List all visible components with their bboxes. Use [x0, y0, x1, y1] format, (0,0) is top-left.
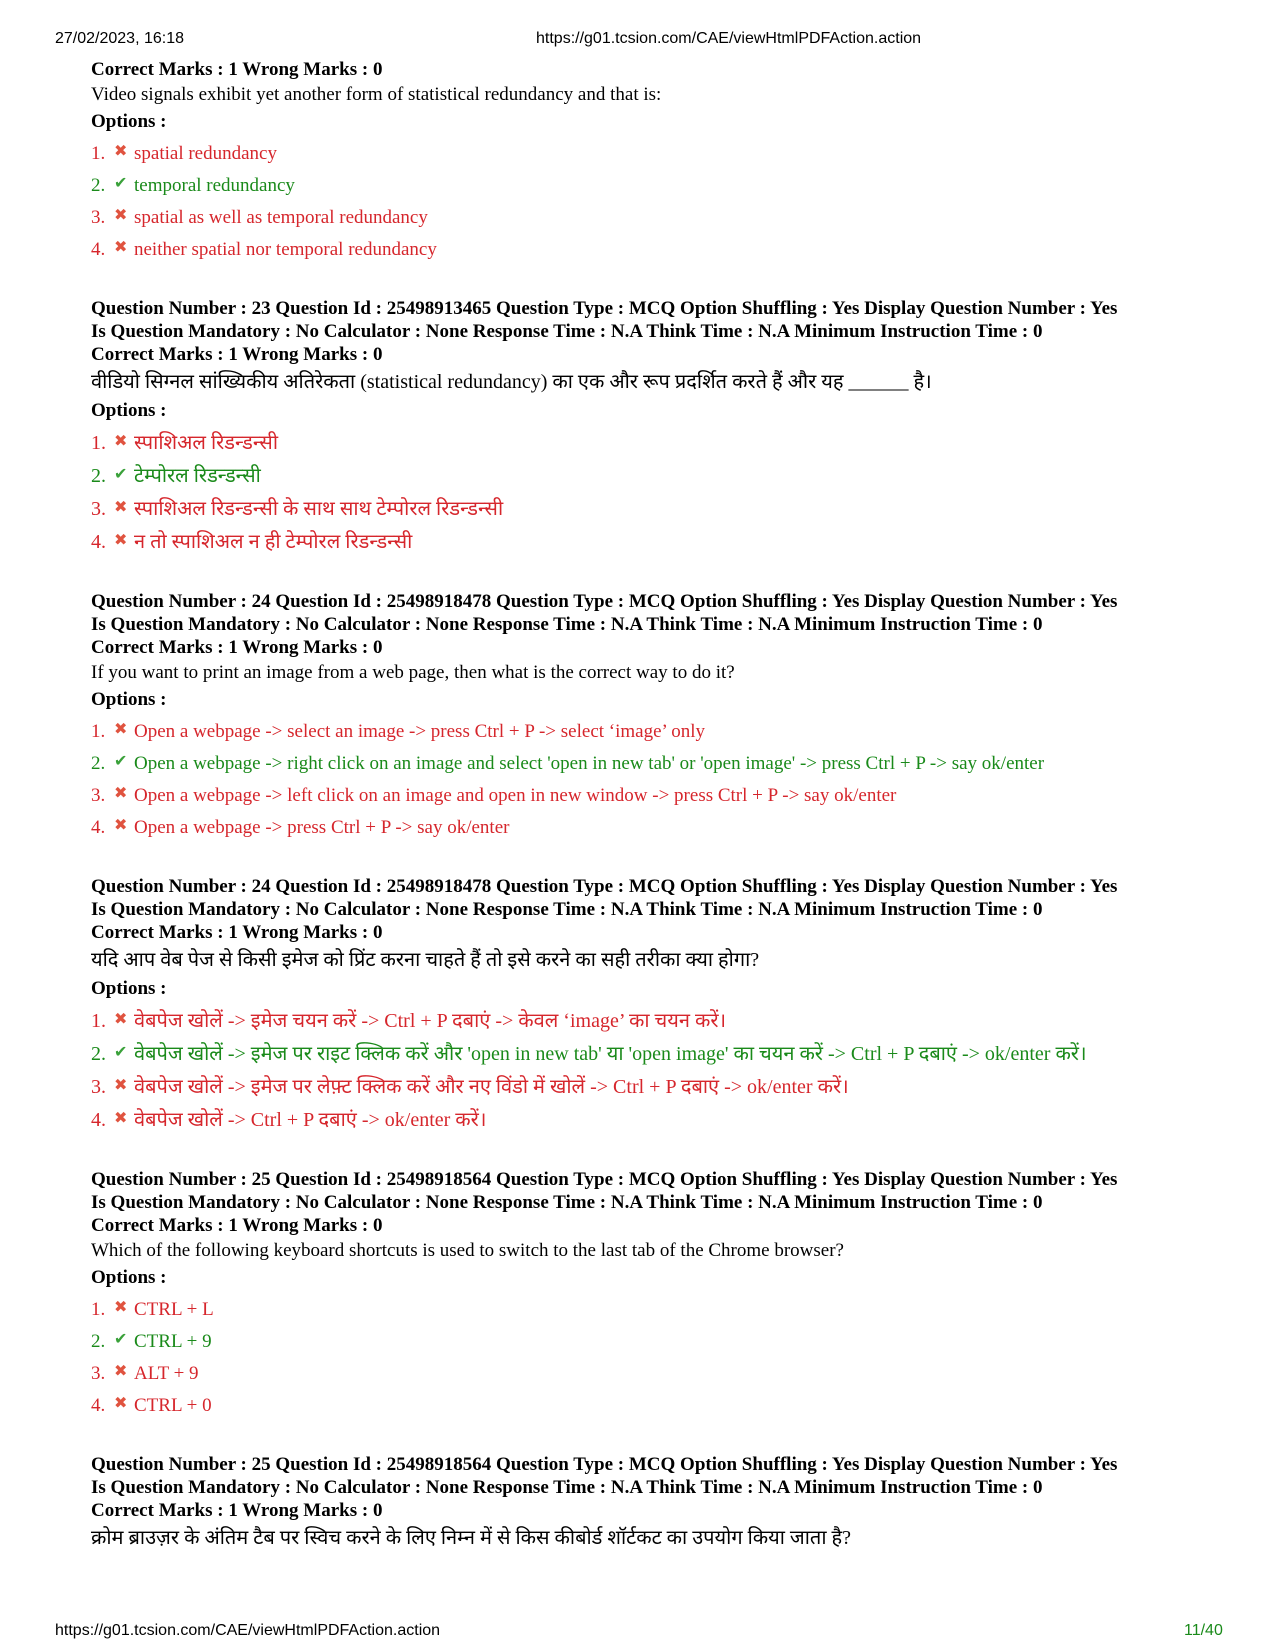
marks-line: Correct Marks : 1 Wrong Marks : 0 — [91, 1500, 383, 1521]
option-wrong — [91, 137, 1211, 169]
question-block — [91, 590, 1211, 843]
options-list — [91, 715, 1211, 843]
options-list — [91, 137, 1211, 265]
cross-icon: ✖ — [114, 499, 128, 516]
option-correct — [91, 459, 1211, 492]
option-text: spatial as well as temporal redundancy — [134, 207, 428, 228]
question-meta: Question Number : 24 Question Id : 25498918478 Question Type : MCQ Option Shuffling : Yes Display Question Number : Yes — [91, 591, 1118, 612]
option-text: वेबपेज खोलें -> Ctrl + P दबाएं -> ok/enter करें। — [134, 1109, 487, 1131]
question-meta: Question Number : 25 Question Id : 25498918564 Question Type : MCQ Option Shuffling : Yes Display Question Number : Yes — [91, 1169, 1118, 1190]
cross-icon: ✖ — [114, 817, 128, 834]
cross-icon: ✖ — [114, 1011, 128, 1028]
option-wrong — [91, 525, 1211, 558]
cross-icon: ✖ — [114, 143, 128, 160]
check-icon: ✔ — [114, 753, 128, 770]
question-stem: Video signals exhibit yet another form of statistical redundancy and that is: — [91, 84, 662, 105]
cross-icon: ✖ — [114, 1363, 128, 1380]
option-text: temporal redundancy — [134, 175, 295, 196]
option-number: 1. — [91, 143, 106, 164]
option-text: टेम्पोरल रिडन्डन्सी — [134, 465, 261, 487]
option-text: neither spatial nor temporal redundancy — [134, 239, 437, 260]
option-correct — [91, 747, 1211, 779]
option-number: 3. — [91, 207, 106, 228]
option-wrong — [91, 1103, 1211, 1136]
option-text: Open a webpage -> left click on an image and open in new window -> press Ctrl + P -> say ok/enter — [134, 785, 897, 806]
question-meta: Is Question Mandatory : No Calculator : None Response Time : N.A Think Time : N.A Minimum Instruction Time : 0 — [91, 321, 1043, 342]
question-block — [91, 875, 1211, 1136]
question-block — [91, 1453, 1211, 1554]
marks-line: Correct Marks : 1 Wrong Marks : 0 — [91, 922, 383, 943]
options-label: Options : — [91, 978, 167, 999]
marks-line: Correct Marks : 1 Wrong Marks : 0 — [91, 1215, 383, 1236]
option-number: 2. — [91, 753, 106, 774]
cross-icon: ✖ — [114, 433, 128, 450]
marks-line: Correct Marks : 1 Wrong Marks : 0 — [91, 344, 383, 365]
options-list — [91, 426, 1211, 558]
option-number: 4. — [91, 1109, 106, 1131]
option-wrong — [91, 715, 1211, 747]
option-text: CTRL + 9 — [134, 1331, 212, 1352]
page-footer — [0, 1622, 1275, 1642]
question-stem: क्रोम ब्राउज़र के अंतिम टैब पर स्विच करने के लिए निम्न में से किस कीबोर्ड शॉर्टकट का उपयोग किया जाता है? — [91, 1527, 851, 1549]
option-number: 3. — [91, 1076, 106, 1098]
option-number: 2. — [91, 175, 106, 196]
footer-url: https://g01.tcsion.com/CAE/viewHtmlPDFAction.action — [55, 1622, 441, 1639]
options-list — [91, 1004, 1211, 1136]
question-meta: Is Question Mandatory : No Calculator : None Response Time : N.A Think Time : N.A Minimum Instruction Time : 0 — [91, 1477, 1043, 1498]
option-number: 1. — [91, 1010, 106, 1032]
option-wrong — [91, 811, 1211, 843]
question-block — [91, 297, 1211, 558]
cross-icon: ✖ — [114, 1299, 128, 1316]
option-text: वेबपेज खोलें -> इमेज चयन करें -> Ctrl + P दबाएं -> केवल ‘image’ का चयन करें। — [134, 1010, 727, 1032]
options-list — [91, 1293, 1211, 1421]
option-correct — [91, 1325, 1211, 1357]
check-icon: ✔ — [114, 175, 128, 192]
cross-icon: ✖ — [114, 239, 128, 256]
option-text: वेबपेज खोलें -> इमेज पर लेफ़्ट क्लिक करें और नए विंडो में खोलें -> Ctrl + P दबाएं -> ok/enter करें। — [134, 1076, 849, 1098]
check-icon: ✔ — [114, 1044, 128, 1061]
option-wrong — [91, 492, 1211, 525]
question-meta: Question Number : 25 Question Id : 25498918564 Question Type : MCQ Option Shuffling : Yes Display Question Number : Yes — [91, 1454, 1118, 1475]
option-wrong — [91, 779, 1211, 811]
cross-icon: ✖ — [114, 1110, 128, 1127]
question-block — [91, 1168, 1211, 1421]
option-number: 4. — [91, 239, 106, 260]
option-number: 4. — [91, 1395, 106, 1416]
option-text: वेबपेज खोलें -> इमेज पर राइट क्लिक करें और 'open in new tab' या 'open image' का चयन करें -> Ctrl + P दबाएं -> ok/enter करें। — [134, 1043, 1087, 1065]
option-text: CTRL + L — [134, 1299, 214, 1320]
cross-icon: ✖ — [114, 532, 128, 549]
question-meta: Is Question Mandatory : No Calculator : None Response Time : N.A Think Time : N.A Minimum Instruction Time : 0 — [91, 1192, 1043, 1213]
question-stem: If you want to print an image from a web page, then what is the correct way to do it? — [91, 662, 735, 683]
option-wrong — [91, 1357, 1211, 1389]
question-stem: वीडियो सिग्नल सांख्यिकीय अतिरेकता (statistical redundancy) का एक और रूप प्रदर्शित करते हैं और यह ______ है। — [91, 371, 932, 393]
cross-icon: ✖ — [114, 1077, 128, 1094]
option-number: 2. — [91, 1043, 106, 1065]
option-text: Open a webpage -> right click on an image and select 'open in new tab' or 'open image' -> press Ctrl + P -> say ok/enter — [134, 753, 1045, 774]
option-number: 1. — [91, 432, 106, 454]
question-meta: Question Number : 24 Question Id : 25498918478 Question Type : MCQ Option Shuffling : Yes Display Question Number : Yes — [91, 876, 1118, 897]
option-number: 3. — [91, 785, 106, 806]
option-text: न तो स्पाशिअल न ही टेम्पोरल रिडन्डन्सी — [134, 531, 413, 553]
option-number: 2. — [91, 1331, 106, 1352]
question-stem: यदि आप वेब पेज से किसी इमेज को प्रिंट करना चाहते हैं तो इसे करने का सही तरीका क्या होगा? — [91, 949, 760, 971]
option-text: spatial redundancy — [134, 143, 277, 164]
cross-icon: ✖ — [114, 785, 128, 802]
page-header — [0, 30, 1275, 50]
option-wrong — [91, 1070, 1211, 1103]
option-text: Open a webpage -> select an image -> press Ctrl + P -> select ‘image’ only — [134, 721, 705, 742]
option-number: 3. — [91, 1363, 106, 1384]
option-text: CTRL + 0 — [134, 1395, 212, 1416]
option-wrong — [91, 1293, 1211, 1325]
marks-line: Correct Marks : 1 Wrong Marks : 0 — [91, 637, 383, 658]
option-text: स्पाशिअल रिडन्डन्सी के साथ साथ टेम्पोरल रिडन्डन्सी — [134, 498, 504, 520]
option-number: 4. — [91, 531, 106, 553]
check-icon: ✔ — [114, 1331, 128, 1348]
marks-line: Correct Marks : 1 Wrong Marks : 0 — [91, 59, 383, 80]
question-list — [91, 58, 1211, 1554]
question-meta: Is Question Mandatory : No Calculator : None Response Time : N.A Think Time : N.A Minimum Instruction Time : 0 — [91, 899, 1043, 920]
option-number: 1. — [91, 1299, 106, 1320]
page-number: 11/40 — [1184, 1622, 1223, 1639]
print-datetime: 27/02/2023, 16:18 — [55, 30, 185, 47]
option-number: 2. — [91, 465, 106, 487]
header-url: https://g01.tcsion.com/CAE/viewHtmlPDFAction.action — [536, 30, 922, 47]
option-number: 1. — [91, 721, 106, 742]
question-meta: Is Question Mandatory : No Calculator : None Response Time : N.A Think Time : N.A Minimum Instruction Time : 0 — [91, 614, 1043, 635]
cross-icon: ✖ — [114, 1395, 128, 1412]
question-stem: Which of the following keyboard shortcuts is used to switch to the last tab of the Chrome browser? — [91, 1240, 844, 1261]
option-text: स्पाशिअल रिडन्डन्सी — [134, 432, 278, 454]
check-icon: ✔ — [114, 466, 128, 483]
options-label: Options : — [91, 111, 167, 132]
cross-icon: ✖ — [114, 207, 128, 224]
option-wrong — [91, 1004, 1211, 1037]
option-number: 3. — [91, 498, 106, 520]
question-block — [91, 58, 1211, 265]
option-text: ALT + 9 — [134, 1363, 199, 1384]
option-number: 4. — [91, 817, 106, 838]
cross-icon: ✖ — [114, 721, 128, 738]
question-meta: Question Number : 23 Question Id : 25498913465 Question Type : MCQ Option Shuffling : Yes Display Question Number : Yes — [91, 298, 1118, 319]
options-label: Options : — [91, 689, 167, 710]
option-text: Open a webpage -> press Ctrl + P -> say ok/enter — [134, 817, 510, 838]
options-label: Options : — [91, 1267, 167, 1288]
options-label: Options : — [91, 400, 167, 421]
option-wrong — [91, 233, 1211, 265]
option-wrong — [91, 1389, 1211, 1421]
option-wrong — [91, 426, 1211, 459]
option-wrong — [91, 201, 1211, 233]
option-correct — [91, 169, 1211, 201]
option-correct — [91, 1037, 1211, 1070]
